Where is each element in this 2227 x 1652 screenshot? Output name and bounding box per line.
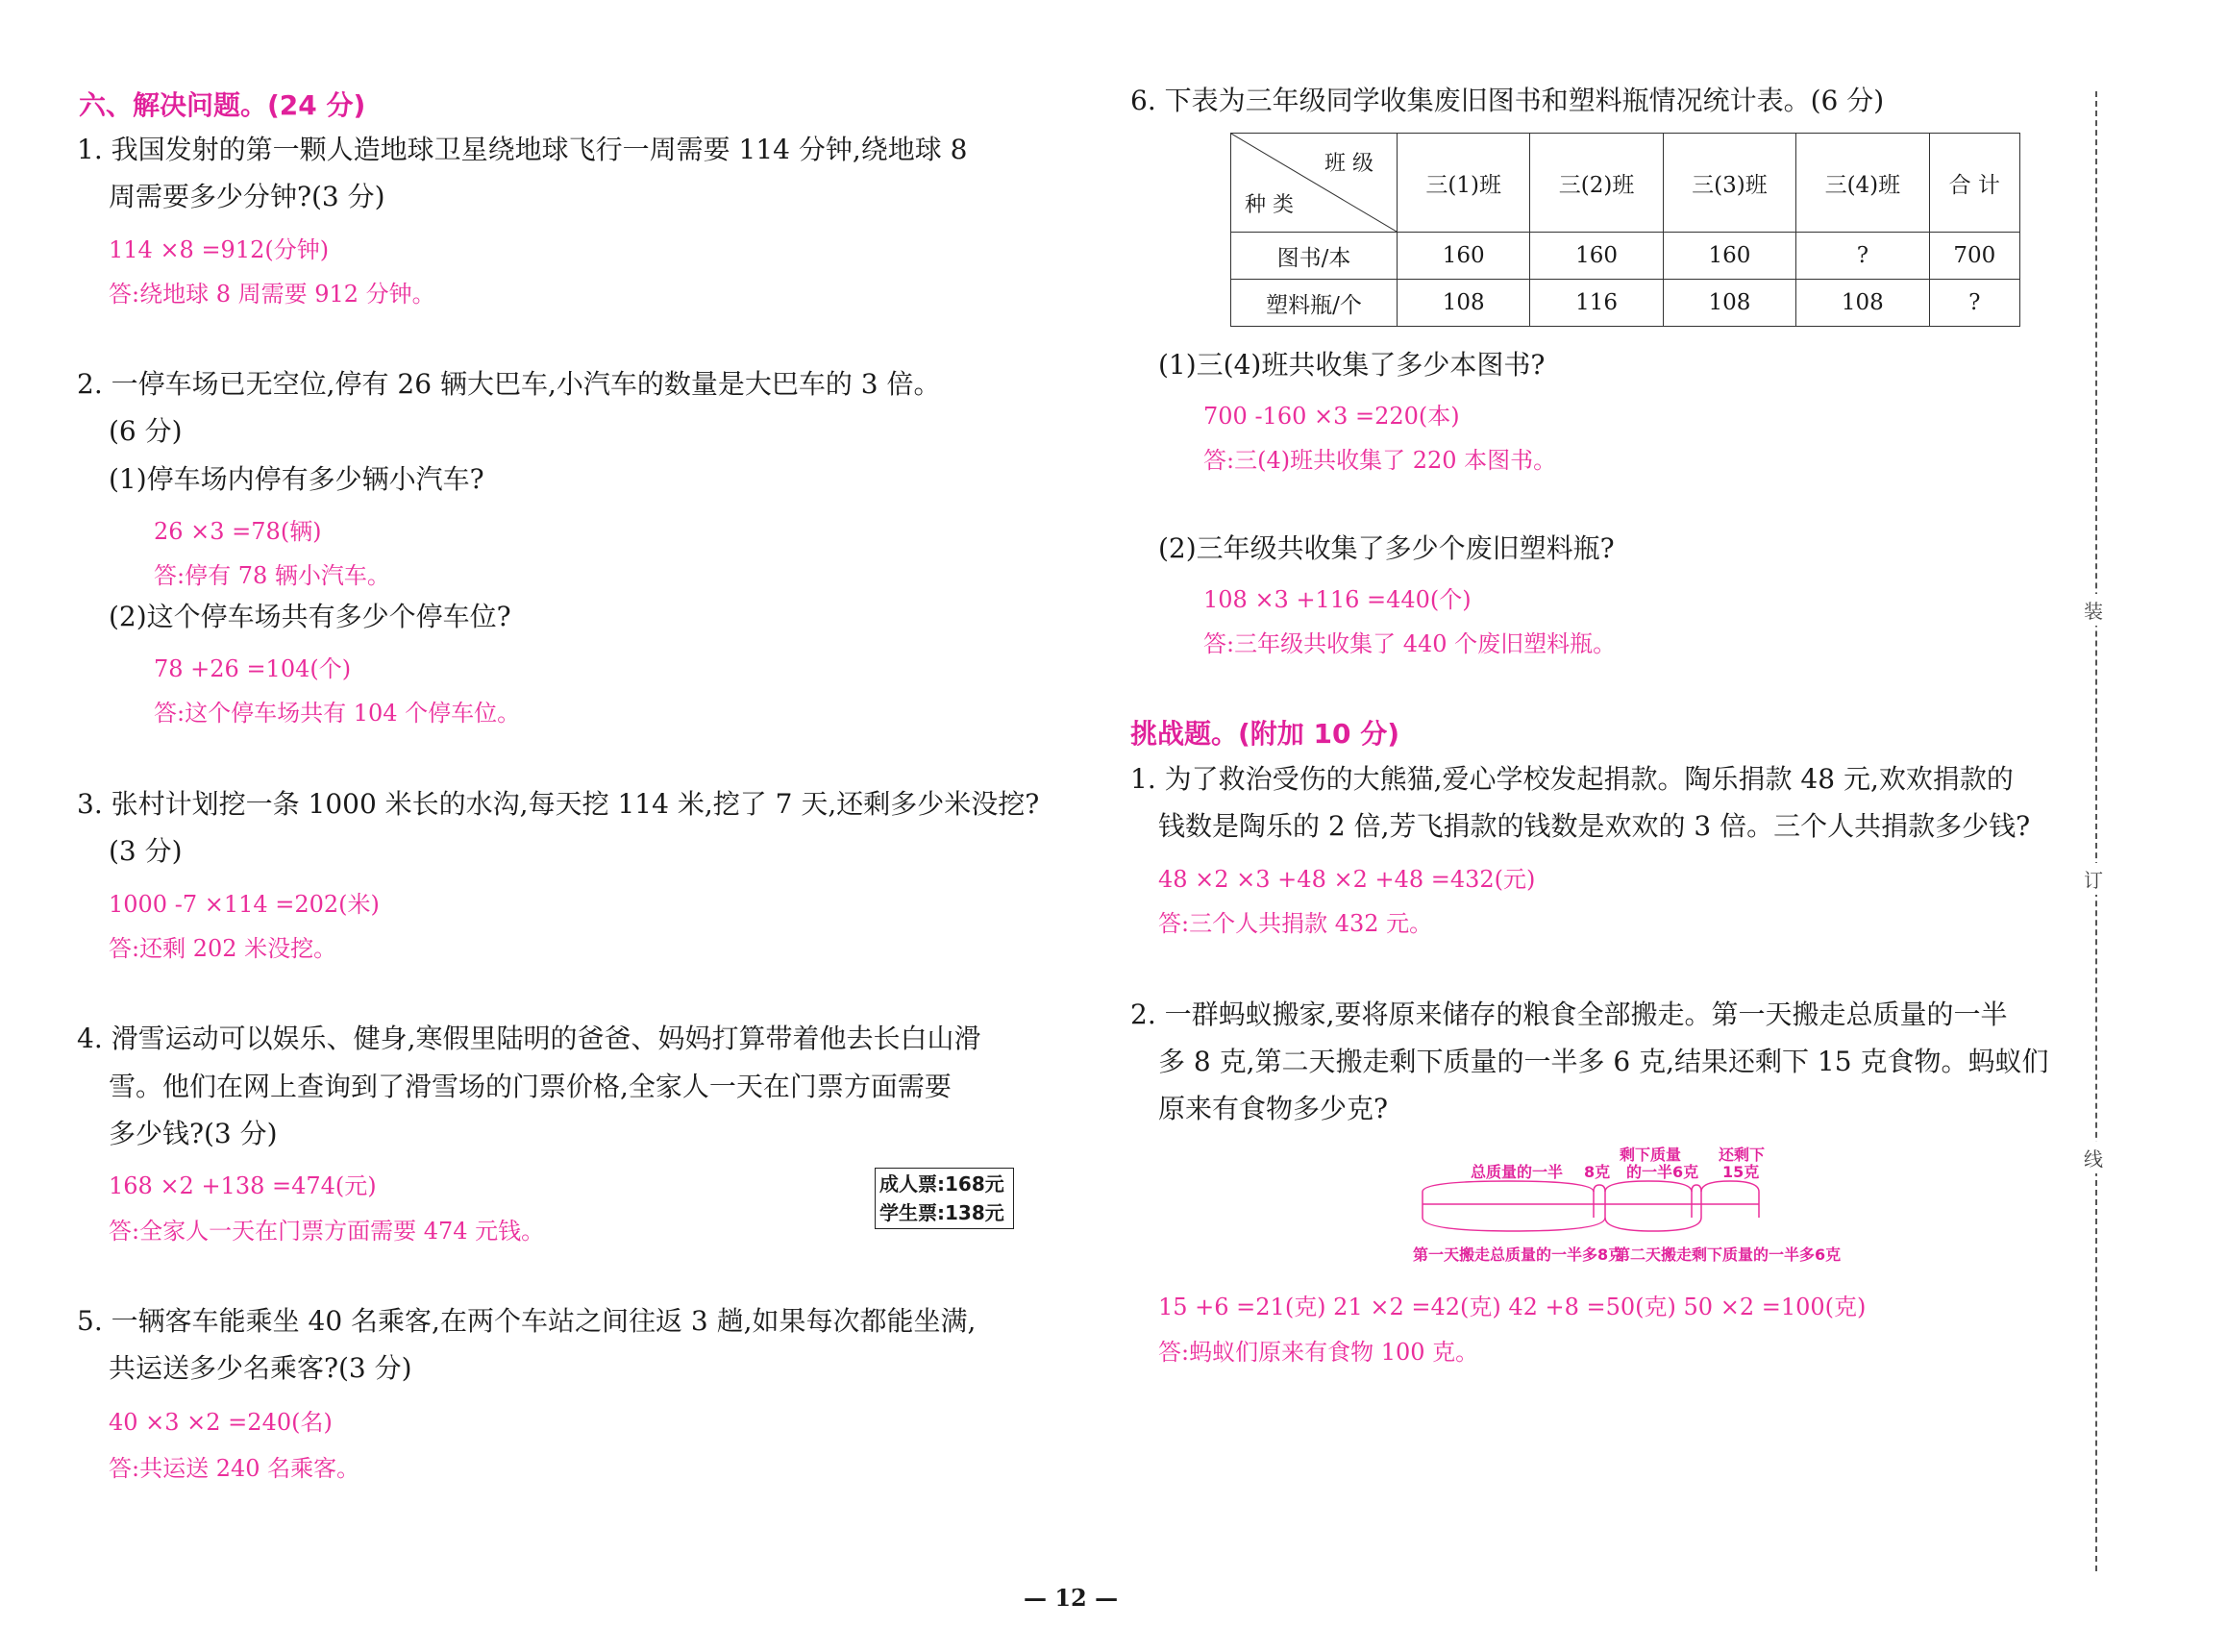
q1-line2: 周需要多少分钟?(3 分) [109,181,385,212]
ticket-student-price: 学生票:138元 [879,1201,1004,1224]
corner-label-kind: 种 类 [1245,193,1294,217]
c2-answer-calc: 15 +6 =21(克) 21 ×2 =42(克) 42 +8 =50(克) 50 ×2 =100(克) [1158,1294,1867,1320]
brace-remaining-half [1605,1181,1692,1192]
table-cell: 160 [1530,233,1663,280]
q6-sub2: (2)三年级共收集了多少个废旧塑料瓶? [1158,532,1615,564]
line-segment-diagram [1413,1139,1893,1273]
q3-line2: (3 分) [109,835,183,867]
c1-answer-calc: 48 ×2 ×3 +48 ×2 +48 =432(元) [1158,866,1536,893]
label-half-total: 总质量的一半 [1471,1163,1564,1181]
q2-sub1-answer-calc: 26 ×3 =78(辆) [154,518,322,545]
q4-line2: 雪。他们在网上查询到了滑雪场的门票价格,全家人一天在门票方面需要 [109,1071,952,1102]
table-cell: 700 [1929,233,2019,280]
q6-title: 6. 下表为三年级同学收集废旧图书和塑料瓶情况统计表。(6 分) [1130,85,1885,116]
q3-line1: 3. 张村计划挖一条 1000 米长的水沟,每天挖 114 米,挖了 7 天,还剩多少米没挖? [77,788,1040,820]
binding-mark-ding: 订 [2084,863,2103,895]
column-header: 三(2)班 [1530,134,1663,233]
section-title: 六、解决问题。(24 分) [79,89,366,121]
q5-line1: 5. 一辆客车能乘坐 40 名乘客,在两个车站之间往返 3 趟,如果每次都能坐满, [77,1305,977,1337]
c2-line2: 多 8 克,第二天搬走剩下质量的一半多 6 克,结果还剩下 15 克食物。蚂蚁们 [1158,1046,2049,1077]
column-header: 三(4)班 [1796,134,1929,233]
brace-half [1423,1181,1594,1192]
label-6g: 6克 [1672,1163,1699,1181]
q5-answer-text: 答:共运送 240 名乘客。 [109,1455,360,1482]
binding-mark-zhuang: 装 [2084,594,2103,626]
q4-answer-text: 答:全家人一天在门票方面需要 474 元钱。 [109,1218,545,1245]
label-8g: 8克 [1584,1163,1611,1181]
c1-answer-text: 答:三个人共捐款 432 元。 [1158,910,1433,937]
table-cell: 108 [1796,280,1929,327]
q5-line2: 共运送多少名乘客?(3 分) [109,1352,412,1384]
q2-sub1: (1)停车场内停有多少辆小汽车? [109,463,484,495]
label-left-top: 还剩下 [1719,1146,1766,1164]
table-header-row [1231,134,2020,233]
brace-6g [1692,1185,1701,1192]
q2-sub2-answer-calc: 78 +26 =104(个) [154,655,352,682]
q6-sub1-answer-text: 答:三(4)班共收集了 220 本图书。 [1203,447,1557,474]
label-remaining-bottom: 的一半 [1626,1163,1673,1181]
q2-line2: (6 分) [109,415,183,447]
q2-sub1-answer-text: 答:停有 78 辆小汽车。 [154,562,390,589]
brace-8g [1594,1185,1605,1192]
table-cell: 160 [1663,233,1795,280]
table-row [1231,233,2020,280]
brace-day2 [1605,1218,1701,1231]
c1-line1: 1. 为了救治受伤的大熊猫,爱心学校发起捐款。陶乐捐款 48 元,欢欢捐款的 [1130,763,2014,795]
q1-answer-text: 答:绕地球 8 周需要 912 分钟。 [109,281,435,308]
q6-sub2-answer-text: 答:三年级共收集了 440 个废旧塑料瓶。 [1203,630,1617,657]
table-corner-cell [1231,134,1398,233]
column-header: 三(1)班 [1398,134,1530,233]
table-cell: 160 [1398,233,1530,280]
c1-line2: 钱数是陶乐的 2 倍,芳飞捐款的钱数是欢欢的 3 倍。三个人共捐款多少钱? [1158,810,2031,842]
table-cell: 108 [1663,280,1795,327]
label-remaining-top: 剩下质量 [1620,1146,1682,1164]
c2-answer-text: 答:蚂蚁们原来有食物 100 克。 [1158,1339,1479,1366]
label-day2: 第二天搬走剩下质量的一半多6克 [1615,1245,1842,1264]
c2-line3: 原来有食物多少克? [1158,1093,1389,1124]
q2-sub2: (2)这个停车场共有多少个停车位? [109,601,511,632]
q1-line1: 1. 我国发射的第一颗人造地球卫星绕地球飞行一周需要 114 分钟,绕地球 8 [77,134,968,165]
row-label: 塑料瓶/个 [1231,280,1398,327]
table-cell: 108 [1398,280,1530,327]
brace-15g [1701,1181,1759,1192]
corner-label-class: 班 级 [1324,152,1373,176]
q6-sub1: (1)三(4)班共收集了多少本图书? [1158,349,1546,381]
table-cell: ? [1929,280,2019,327]
q6-sub2-answer-calc: 108 ×3 +116 =440(个) [1203,586,1472,613]
q5-answer-calc: 40 ×3 ×2 =240(名) [109,1409,333,1436]
q6-sub1-answer-calc: 700 -160 ×3 =220(本) [1203,403,1460,430]
page-number: — 12 — [1024,1584,1119,1612]
ticket-price-box [875,1168,1014,1229]
column-header: 合 计 [1929,134,2019,233]
challenge-title: 挑战题。(附加 10 分) [1130,718,1400,750]
brace-day1 [1423,1218,1605,1231]
label-left-bottom: 15克 [1722,1163,1760,1181]
q3-answer-calc: 1000 -7 ×114 =202(米) [109,891,380,918]
ticket-adult-price: 成人票:168元 [879,1172,1004,1196]
q4-line1: 4. 滑雪运动可以娱乐、健身,寒假里陆明的爸爸、妈妈打算带着他去长白山滑 [77,1023,981,1054]
q4-answer-calc: 168 ×2 +138 =474(元) [109,1172,377,1199]
column-header: 三(3)班 [1663,134,1795,233]
q1-answer-calc: 114 ×8 =912(分钟) [109,236,330,263]
binding-dashed-line [2095,91,2097,1571]
statistics-table [1230,133,2020,327]
table-cell: ? [1796,233,1929,280]
q4-line3: 多少钱?(3 分) [109,1118,278,1149]
q3-answer-text: 答:还剩 202 米没挖。 [109,935,337,962]
row-label: 图书/本 [1231,233,1398,280]
binding-mark-xian: 线 [2084,1142,2103,1173]
label-day1: 第一天搬走总质量的一半多8克 [1413,1245,1624,1264]
q2-sub2-answer-text: 答:这个停车场共有 104 个停车位。 [154,700,521,727]
table-cell: 116 [1530,280,1663,327]
table-row [1231,280,2020,327]
q2-line1: 2. 一停车场已无空位,停有 26 辆大巴车,小汽车的数量是大巴车的 3 倍。 [77,368,941,400]
c2-line1: 2. 一群蚂蚁搬家,要将原来储存的粮食全部搬走。第一天搬走总质量的一半 [1130,999,2008,1030]
